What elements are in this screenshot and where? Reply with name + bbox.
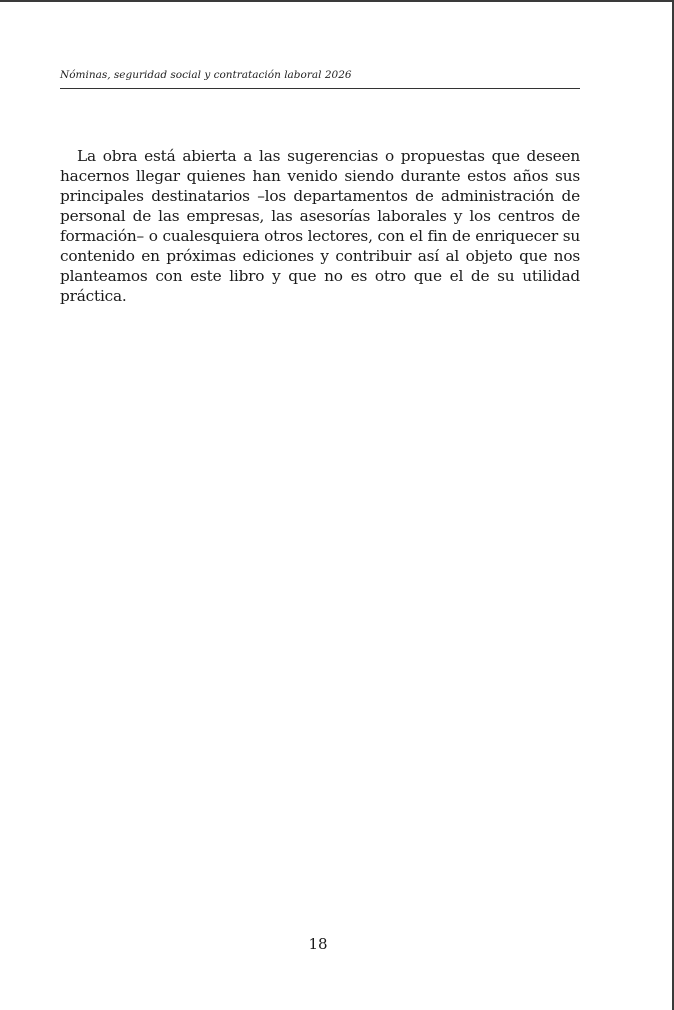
header-rule (60, 88, 580, 89)
page-number: 18 (308, 935, 328, 953)
running-header: Nóminas, seguridad social y contratación laboral 2026 (60, 69, 352, 81)
page-top-border (0, 0, 674, 2)
body-paragraph: La obra está abierta a las sugerencias o propuestas que deseen hacernos llegar quienes han venido siendo durante estos años sus principales destinatarios –los departamentos de administración de personal de las empresas, las asesorías laborales y los centros de formación– o cualesquiera otros lectores, con el fin de enriquecer su contenido en próximas ediciones y contribuir así al objeto que nos planteamos con este libro y que no es otro que el de su utilidad práctica. (60, 147, 580, 305)
